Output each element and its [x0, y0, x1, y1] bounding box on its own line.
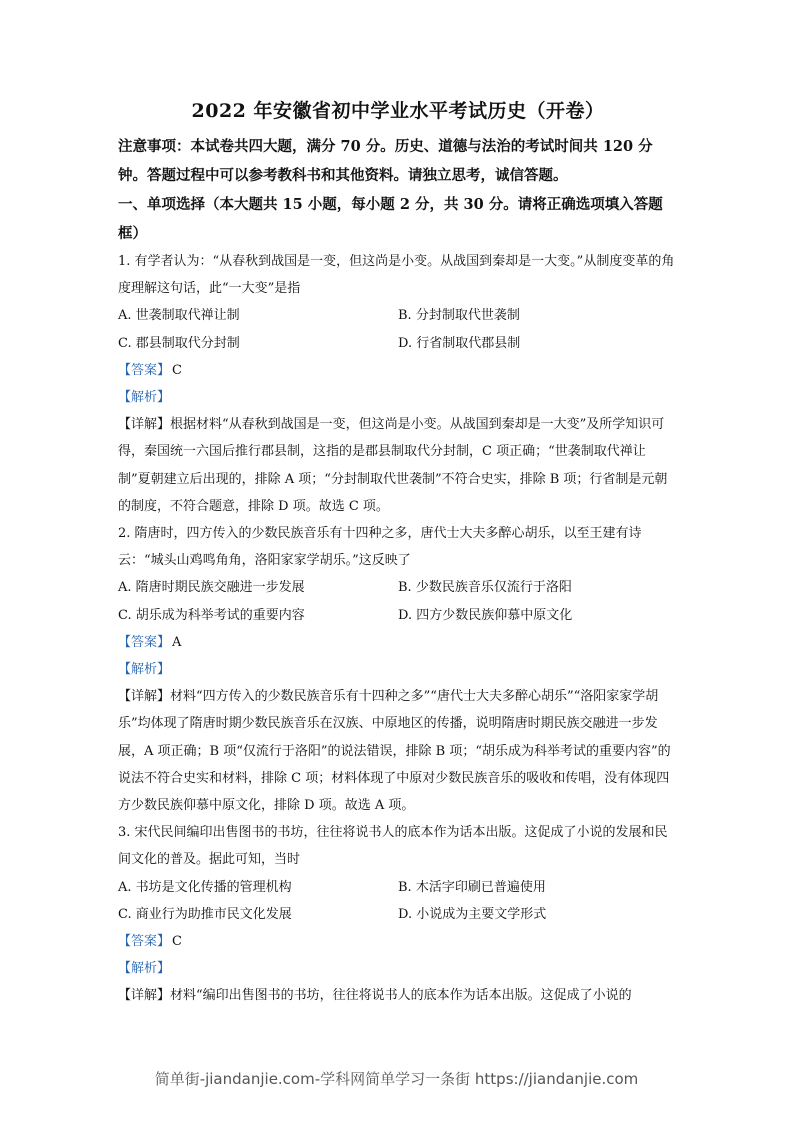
analysis-tag: 【解析】 [118, 961, 171, 977]
question-stem: 1. 有学者认为：“从春秋到战国是一变，但这尚是小变。从战国到秦却是一大变。”从制度变革的角度理解这句话，此“一大变”是指 [118, 254, 675, 297]
options-row [118, 302, 678, 329]
question-2 [118, 520, 678, 819]
option-d: D. 行省制取代郡县制 [398, 335, 521, 351]
answer-tag: 【答案】 [118, 934, 171, 950]
detail-paragraph [118, 982, 678, 1009]
detail-tag: 【详解】 [118, 417, 171, 433]
analysis-line [118, 656, 678, 683]
question-stem: 3. 宋代民间编印出售图书的书坊，往往将说书人的底本作为话本出版。这促成了小说的发展和民间文化的普及。据此可知，当时 [118, 825, 668, 868]
option-c: C. 商业行为助推市民文化发展 [118, 906, 292, 922]
option-a: A. 隋唐时期民族交融进一步发展 [118, 580, 305, 596]
detail-text: 根据材料“从春秋到战国是一变，但这尚是小变。从战国到秦却是一大变”及所学知识可得，秦国统一六国后推行郡县制，这指的是郡县制取代分封制，C 项正确；“世袭制取代禅让制”夏朝建立后出现的，排除 A 项；“分封制取代世袭制”不符合史实，排除 B 项；行省制是元朝的制度，不符合题意，排除 D 项。故选 C 项。 [118, 417, 668, 514]
option-a: A. 世袭制取代禅让制 [118, 308, 240, 324]
option-d: D. 小说成为主要文学形式 [398, 906, 547, 922]
question-3 [118, 819, 678, 1009]
answer-tag: 【答案】 [118, 634, 171, 650]
options-row [118, 330, 678, 357]
answer-line [118, 629, 678, 656]
detail-paragraph [118, 411, 678, 520]
options-row [118, 874, 678, 901]
detail-tag: 【详解】 [118, 988, 171, 1004]
exam-notice: 注意事项：本试卷共四大题，满分 70 分。历史、道德与法治的考试时间共 120 分钟。答题过程中可以参考教科书和其他资料。请独立思考，诚信答题。 [118, 138, 653, 184]
options-row [118, 574, 678, 601]
analysis-line [118, 955, 678, 982]
answer-line [118, 928, 678, 955]
options-row [118, 602, 678, 629]
analysis-line [118, 384, 678, 411]
option-b: B. 分封制取代世袭制 [398, 308, 520, 324]
section-heading: 一、单项选择（本大题共 15 小题，每小题 2 分，共 30 分。请将正确选项填入答题框） [118, 196, 663, 242]
detail-paragraph [118, 683, 678, 819]
detail-tag: 【详解】 [118, 689, 171, 705]
analysis-tag: 【解析】 [118, 390, 171, 406]
answer-tag: 【答案】 [118, 362, 171, 378]
answer-value: C [172, 362, 182, 378]
option-a: A. 书坊是文化传播的管理机构 [118, 879, 292, 895]
answer-line [118, 357, 678, 384]
option-b: B. 少数民族音乐仅流行于洛阳 [398, 580, 572, 596]
option-d: D. 四方少数民族仰慕中原文化 [398, 607, 573, 623]
page-title: 2022 年安徽省初中学业水平考试历史（开卷） [191, 100, 605, 122]
options-row [118, 901, 678, 928]
option-c: C. 胡乐成为科举考试的重要内容 [118, 607, 305, 623]
answer-value: A [172, 634, 182, 650]
detail-text: 材料“四方传入的少数民族音乐有十四种之多”“唐代士大夫多醉心胡乐”“洛阳家家学胡乐”均体现了隋唐时期少数民族音乐在汉族、中原地区的传播，说明隋唐时期民族交融进一步发展，A 项正确；B 项“仅流行于洛阳”的说法错误，排除 B 项；“胡乐成为科举考试的重要内容”的说法不符合史实和材料，排除 C 项；材料体现了中原对少数民族音乐的吸收和传唱，没有体现四方少数民族仰慕中原文化，排除 D 项。故选 A 项。 [118, 689, 671, 814]
option-c: C. 郡县制取代分封制 [118, 335, 240, 351]
site-footer: 简单街-jiandanjie.com-学科网简单学习一条街 https://jiandanjie.com [154, 1070, 639, 1088]
question-stem: 2. 隋唐时，四方传入的少数民族音乐有十四种之多，唐代士大夫多醉心胡乐，以至王建有诗云：“城头山鸡鸣角角，洛阳家家学胡乐。”这反映了 [118, 526, 642, 569]
document-content [118, 96, 678, 1010]
answer-value: C [172, 934, 182, 950]
detail-text: 材料“编印出售图书的书坊，往往将说书人的底本作为话本出版。这促成了小说的 [170, 988, 632, 1004]
question-1 [118, 248, 678, 520]
analysis-tag: 【解析】 [118, 662, 171, 678]
option-b: B. 木活字印刷已普遍使用 [398, 879, 546, 895]
